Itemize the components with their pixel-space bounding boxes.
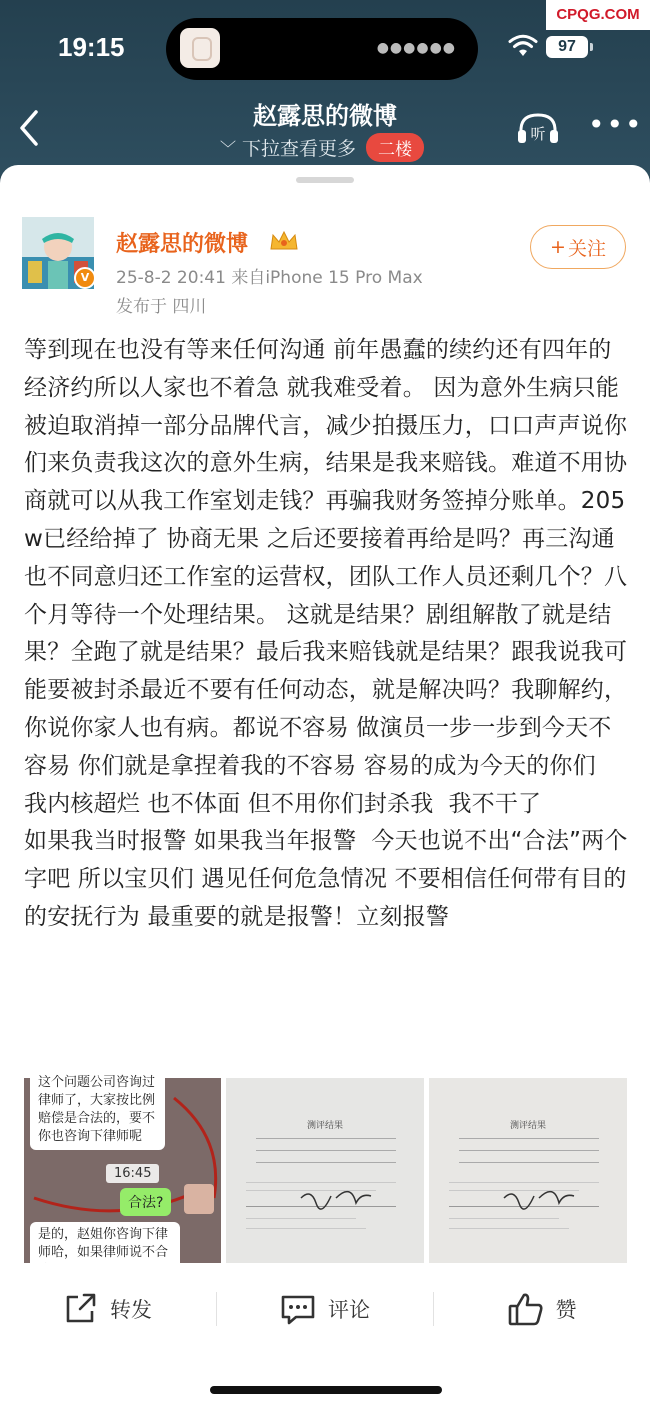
chevron-down-icon: ﹀	[220, 138, 237, 158]
watermark: CPQG.COM	[546, 0, 650, 30]
post-sheet	[0, 165, 650, 1409]
like-label: 赞	[555, 1298, 577, 1322]
sheet-grabber[interactable]	[296, 177, 354, 183]
live-activity-app-icon	[180, 28, 220, 68]
post-image-document-1[interactable]	[226, 1078, 424, 1263]
follow-button-label: 关注	[567, 237, 606, 260]
thumbs-up-icon	[508, 1292, 544, 1326]
listen-headphones-icon[interactable]	[516, 110, 560, 146]
plus-icon: +	[550, 236, 566, 258]
signature-icon	[429, 1078, 627, 1263]
chat-message-bottom: 是的，赵姐你咨询下律师哈，如果律师说不合	[30, 1222, 180, 1284]
chat-time: 16:45	[106, 1164, 159, 1183]
more-options-icon[interactable]: •••	[588, 108, 644, 141]
like-button[interactable]	[434, 1292, 650, 1326]
listen-label: 听	[530, 125, 546, 143]
post-timestamp-source: 25-8-2 20:41 来自iPhone 15 Pro Max	[116, 268, 423, 288]
repost-label: 转发	[110, 1298, 152, 1322]
dynamic-island	[166, 18, 478, 80]
comment-button[interactable]	[217, 1293, 433, 1325]
action-bar	[0, 1263, 650, 1355]
chat-message-reply: 合法?	[120, 1188, 171, 1216]
post-image-document-2[interactable]	[429, 1078, 627, 1263]
author-name[interactable]: 赵露思的微博	[116, 232, 249, 257]
chat-message-top: 这个问题公司咨询过律师了，大家按比例赔偿是合法的，要不你也咨询下律师呢	[30, 1070, 165, 1150]
document-title: 测评结果	[306, 1121, 343, 1131]
signature-icon	[226, 1078, 424, 1263]
page-title: 赵露思的微博	[253, 102, 397, 130]
crown-icon	[268, 229, 300, 253]
home-indicator[interactable]	[210, 1386, 442, 1394]
chat-avatar	[184, 1184, 214, 1214]
wifi-icon	[508, 34, 538, 58]
floor-badge: 二楼	[366, 133, 424, 162]
follow-button[interactable]	[530, 225, 626, 269]
status-time: 19:15	[58, 32, 125, 62]
waveform-dots-icon: ●●●●●●	[376, 40, 456, 56]
repost-button[interactable]	[0, 1293, 216, 1325]
post-location: 发布于 四川	[116, 297, 207, 317]
share-icon	[64, 1293, 98, 1325]
comment-icon	[280, 1293, 316, 1325]
comment-label: 评论	[328, 1298, 370, 1322]
post-image-chat-screenshot[interactable]	[24, 1075, 221, 1263]
battery-indicator: 97	[546, 36, 588, 58]
pull-down-hint[interactable]	[220, 132, 424, 162]
document-title: 测评结果	[509, 1121, 546, 1131]
verified-badge-icon: V	[74, 267, 96, 289]
pull-down-hint-label: 下拉查看更多	[242, 137, 357, 160]
post-body-text: 等到现在也没有等来任何沟通 前年愚蠢的续约还有四年的经济约所以人家也不着急 就我难受着。 因为意外生病只能被迫取消掉一部分品牌代言，减少拍摄压力，口口声声说你们来负责我这次的意外生病，结果是我来赔钱。难道不用协商就可以从我工作室划走钱？再骗我财务签掉分账单。205w已经给掉了 协商无果 之后还要接着再给是吗？再三沟通也不同意归还工作室的运营权，团队工作人员还剩几个？八个月等待一个处理结果。 这就是结果？剧组解散了就是结果？全跑了就是结果？最后我来赔钱就是结果？跟我说我可能要被封杀最近不要有任何动态，就是解决吗？我聊解约，你说你家人也有病。都说不容易 做演员一步一步到今天不容易 你们就是拿捏着我的不容易 容易的成为今天的你们 我内核超烂 也不体面 但不用你们封杀我 我不干了 如果我当时报警 如果我当年报警 今天也说不出“合法”两个字吧 所以宝贝们 遇见任何危急情况 不要相信任何带有目的的安抚行为 最重要的就是报警！立刻报警	[24, 337, 628, 930]
